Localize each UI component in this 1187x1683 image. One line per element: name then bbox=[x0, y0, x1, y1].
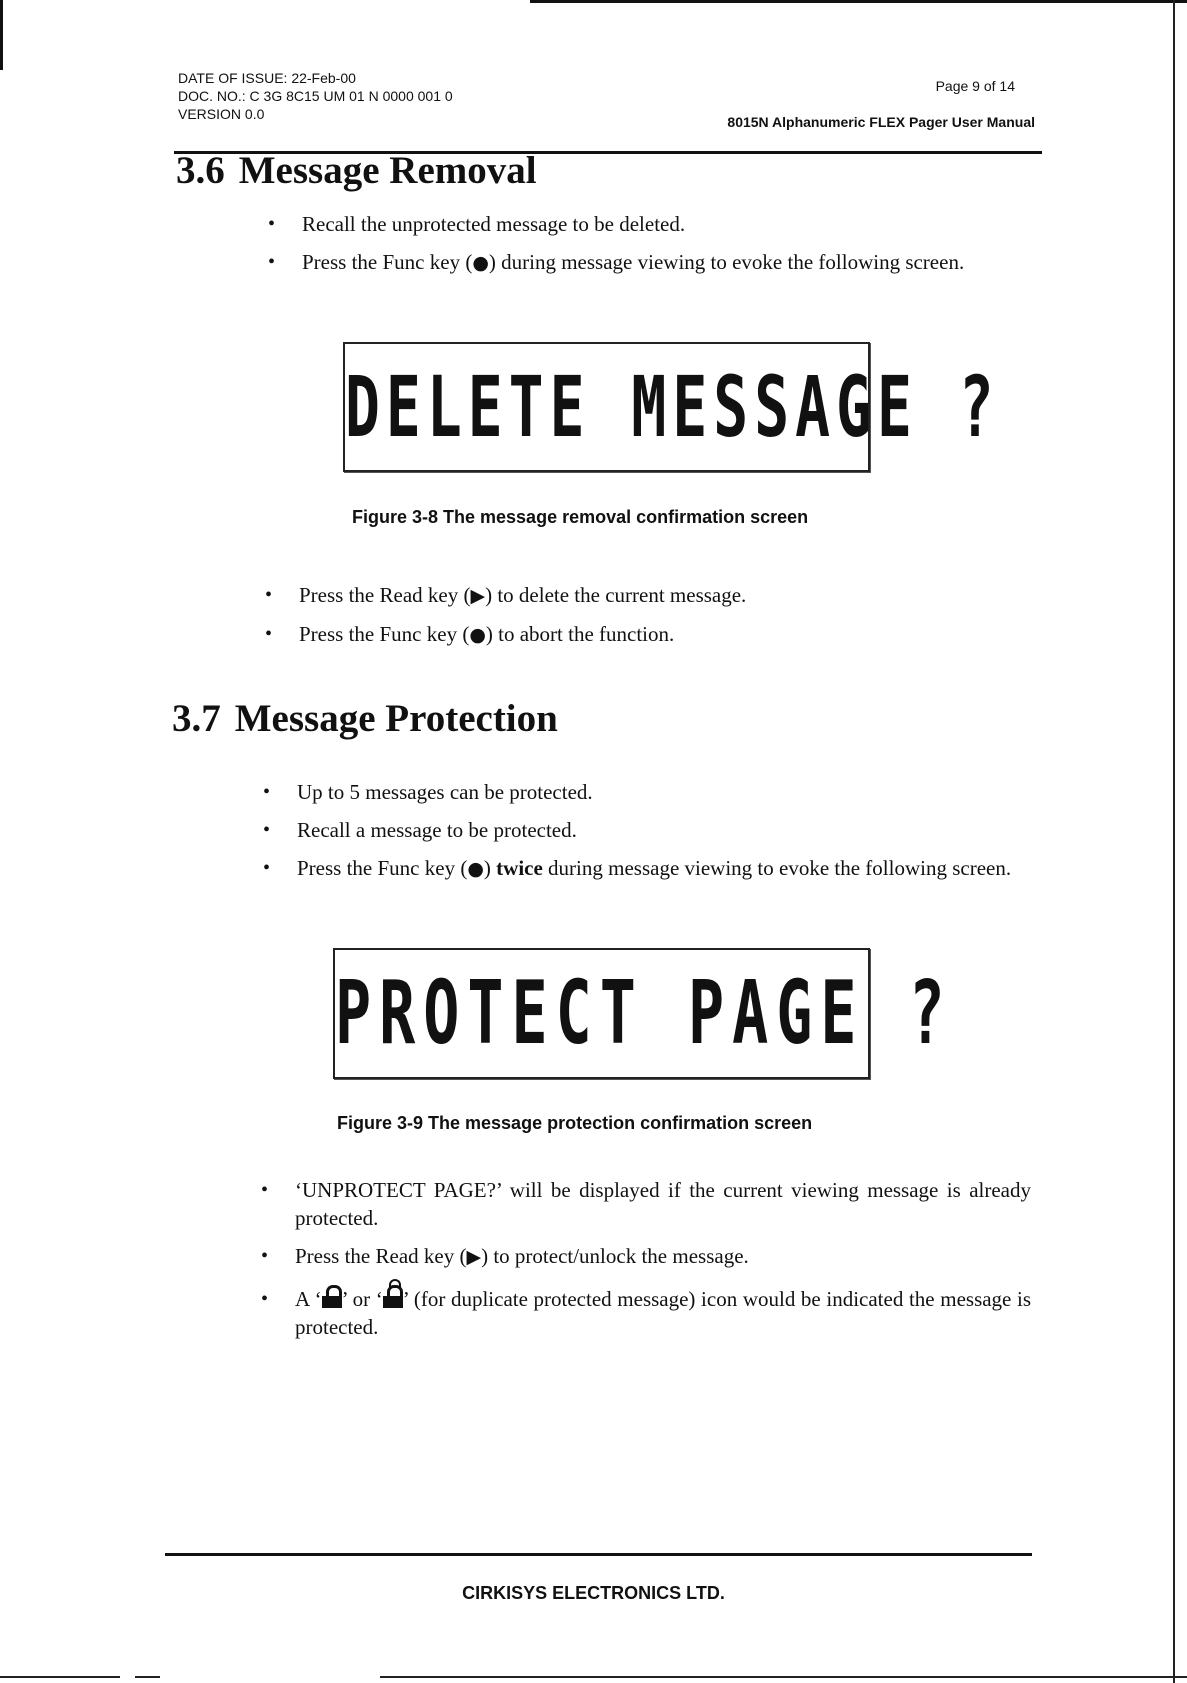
bullet-text: Press the Read key ( bbox=[295, 1244, 467, 1268]
scan-edge-bottom bbox=[0, 1676, 1187, 1678]
manual-title: 8015N Alphanumeric FLEX Pager User Manual bbox=[727, 114, 1035, 130]
scan-edge-right bbox=[1173, 0, 1175, 1683]
date-of-issue: DATE OF ISSUE: 22-Feb-00 bbox=[178, 70, 356, 86]
footer-company: CIRKISYS ELECTRONICS LTD. bbox=[462, 1583, 725, 1603]
bullet-list-removal-steps bbox=[302, 210, 1038, 287]
bullet-text: ) to abort the function. bbox=[485, 622, 675, 646]
list-item bbox=[297, 854, 1033, 883]
bullet-text: Press the Func key ( bbox=[299, 622, 470, 646]
bullet-text: ’ or ‘ bbox=[341, 1287, 383, 1311]
list-item bbox=[297, 778, 1033, 806]
lcd-text: PROTECT PAGE ? bbox=[335, 962, 953, 1065]
list-item bbox=[295, 1242, 1031, 1271]
figure-caption-3-9: Figure 3-9 The message protection confirmation screen bbox=[337, 1113, 813, 1133]
scan-edge-top bbox=[530, 0, 1187, 3]
bullet-text: ’ (for duplicate protected message) icon would be indicated the message is protected. bbox=[295, 1287, 1032, 1339]
bullet-text: Recall the unprotected message to be deleted. bbox=[302, 212, 686, 236]
bullet-text: Up to 5 messages can be protected. bbox=[297, 780, 593, 804]
double-lock-icon bbox=[383, 1291, 403, 1307]
bullet-text: during message viewing to evoke the following screen. bbox=[542, 856, 1012, 880]
footer-divider bbox=[165, 1553, 1032, 1556]
list-item bbox=[295, 1176, 1031, 1232]
read-key-icon: ▶ bbox=[470, 585, 486, 607]
list-item bbox=[297, 816, 1033, 844]
page-number: Page 9 of 14 bbox=[935, 78, 1015, 94]
lcd-text: DELETE MESSAGE ? bbox=[345, 357, 1000, 457]
doc-number: DOC. NO.: C 3G 8C15 UM 01 N 0000 001 0 bbox=[178, 88, 453, 104]
bullet-text: Press the Func key ( bbox=[302, 250, 473, 274]
bullet-list-removal-actions bbox=[299, 581, 839, 659]
lcd-protect-screen bbox=[333, 948, 953, 1079]
bullet-text: ) bbox=[483, 856, 497, 880]
list-item bbox=[299, 581, 839, 610]
func-key-icon: ● bbox=[467, 858, 484, 880]
bullet-text: Press the Func key ( bbox=[297, 856, 468, 880]
version: VERSION 0.0 bbox=[178, 106, 265, 122]
section-title: Message Protection bbox=[234, 697, 558, 740]
func-key-icon: ● bbox=[472, 252, 489, 274]
bullet-text: Press the Read key ( bbox=[299, 583, 471, 607]
bullet-list-protection-steps bbox=[297, 778, 1033, 893]
section-number: 3.7 bbox=[172, 697, 221, 740]
lock-icon bbox=[322, 1291, 342, 1307]
doc-header-info bbox=[178, 69, 453, 123]
bullet-text: A ‘ bbox=[295, 1287, 322, 1311]
func-key-icon: ● bbox=[469, 624, 486, 646]
scan-edge-left bbox=[0, 0, 3, 70]
bullet-text: ‘UNPROTECT PAGE?’ will be displayed if the current viewing message is already protected. bbox=[295, 1178, 1031, 1230]
bullet-text: ) to delete the current message. bbox=[485, 583, 747, 607]
section-heading-3-6 bbox=[176, 148, 537, 194]
section-number: 3.6 bbox=[176, 149, 225, 192]
list-item bbox=[299, 620, 839, 649]
figure-caption-3-8: Figure 3-8 The message removal confirmation screen bbox=[352, 507, 809, 527]
lcd-delete-screen bbox=[343, 342, 1000, 472]
bullet-text: Recall a message to be protected. bbox=[297, 818, 577, 842]
bullet-text: ) during message viewing to evoke the following screen. bbox=[488, 250, 965, 274]
list-item bbox=[302, 210, 1038, 238]
list-item bbox=[295, 1285, 1031, 1341]
bullet-text: ) to protect/unlock the message. bbox=[481, 1244, 749, 1268]
section-heading-3-7 bbox=[172, 696, 558, 742]
section-title: Message Removal bbox=[238, 149, 537, 192]
bullet-emphasis: twice bbox=[496, 856, 543, 880]
list-item bbox=[302, 248, 1038, 277]
bullet-list-protection-notes bbox=[295, 1176, 1031, 1351]
read-key-icon: ▶ bbox=[466, 1246, 482, 1268]
